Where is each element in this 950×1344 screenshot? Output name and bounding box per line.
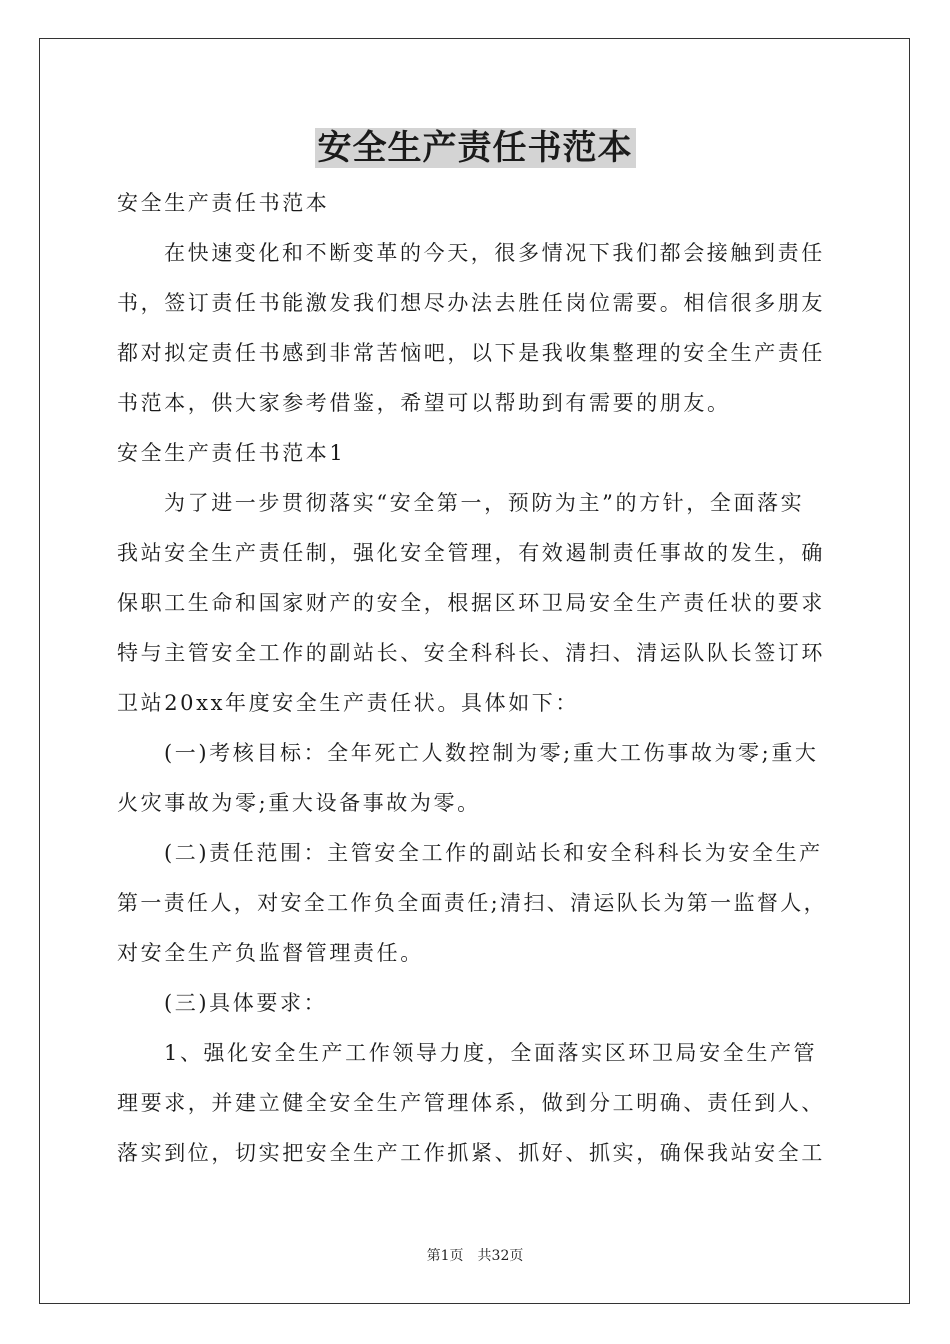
document-body [117, 178, 833, 1178]
paragraph-line: 为了进一步贯彻落实“安全第一，预防为主”的方针，全面落实 [164, 491, 805, 515]
paragraph-line: 书，签订责任书能激发我们想尽办法去胜任岗位需要。相信很多朋友 [117, 291, 825, 315]
document-title [0, 124, 950, 172]
paragraph-line: (三)具体要求： [164, 991, 328, 1015]
paragraph-line: 都对拟定责任书感到非常苦恼吧，以下是我收集整理的安全生产责任 [117, 341, 825, 365]
paragraph-line: 落实到位，切实把安全生产工作抓紧、抓好、抓实，确保我站安全工 [117, 1141, 825, 1165]
page-number: 第1页 [426, 1248, 464, 1264]
paragraph-line: 1、强化安全生产工作领导力度，全面落实区环卫局安全生产管 [164, 1041, 818, 1065]
paragraph-line: 保职工生命和国家财产的安全，根据区环卫局安全生产责任状的要求 [117, 591, 825, 615]
paragraph-line: 第一责任人，对安全工作负全面责任;清扫、清运队长为第一监督人， [117, 891, 827, 915]
page-footer [0, 1246, 950, 1266]
page-total: 共32页 [477, 1248, 524, 1264]
section-heading: 安全生产责任书范本1 [117, 441, 346, 465]
paragraph-line: 书范本，供大家参考借鉴，希望可以帮助到有需要的朋友。 [117, 391, 731, 415]
document-title-text: 安全生产责任书范本 [315, 128, 636, 168]
paragraph-line: (一)考核目标：全年死亡人数控制为零;重大工伤事故为零;重大 [164, 741, 819, 765]
paragraph-line: 对安全生产负监督管理责任。 [117, 941, 424, 965]
section-heading: 安全生产责任书范本 [117, 191, 330, 215]
paragraph-line: 在快速变化和不断变革的今天，很多情况下我们都会接触到责任 [164, 241, 825, 265]
paragraph-line: 我站安全生产责任制，强化安全管理，有效遏制责任事故的发生，确 [117, 541, 825, 565]
paragraph-line: 火灾事故为零;重大设备事故为零。 [117, 791, 481, 815]
paragraph-line: (二)责任范围：主管安全工作的副站长和安全科科长为安全生产 [164, 841, 823, 865]
paragraph-line: 特与主管安全工作的副站长、安全科科长、清扫、清运队队长签订环 [117, 641, 825, 665]
paragraph-line: 理要求，并建立健全安全生产管理体系，做到分工明确、责任到人、 [117, 1091, 825, 1115]
paragraph-line: 卫站20xx年度安全生产责任状。具体如下： [117, 691, 580, 715]
